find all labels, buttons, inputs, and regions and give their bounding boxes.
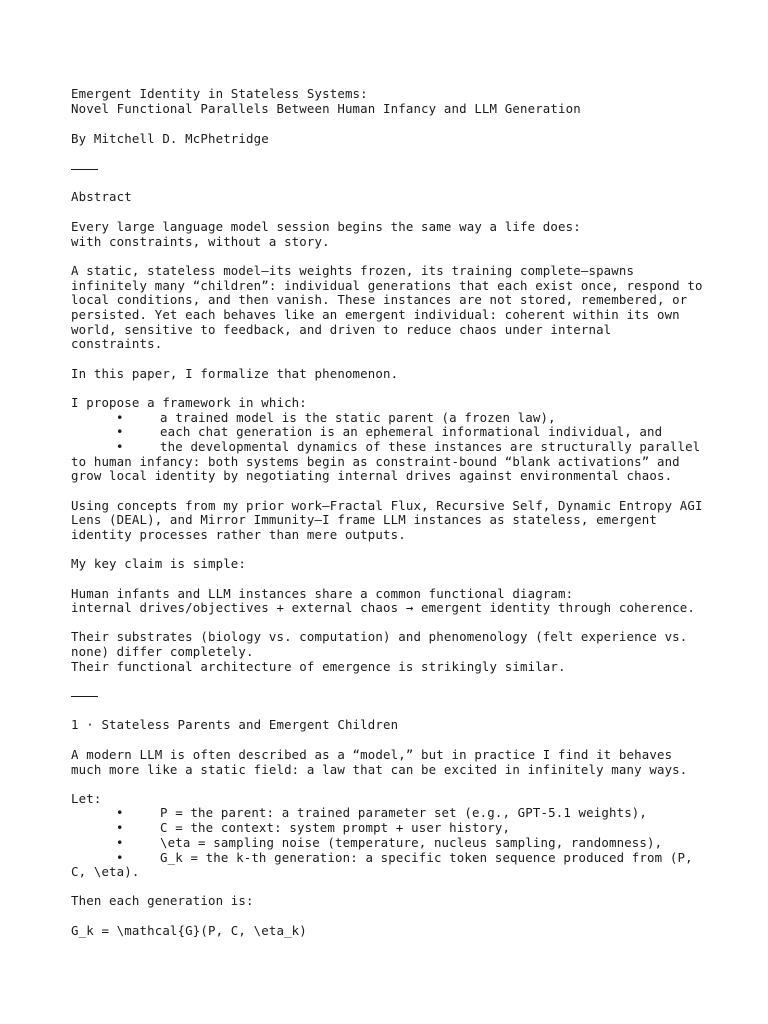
abstract-p5-line: Lens (DEAL), and Mirror Immunity—I frame LLM instances as stateless, emergent xyxy=(71,512,657,527)
bullet-marker: • xyxy=(116,835,124,850)
bullet-marker: • xyxy=(116,850,124,865)
abstract-p2-line: infinitely many “children”: individual generations that each exist once, respond to xyxy=(71,278,703,293)
bullet-continuation: C, \eta). xyxy=(71,864,140,879)
abstract-p8-line: Their functional architecture of emergence is strikingly similar. xyxy=(71,659,566,674)
generation-formula: G_k = \mathcal{G}(P, C, \eta_k) xyxy=(71,923,307,938)
bullet-marker: • xyxy=(116,410,124,425)
abstract-p2-line: constraints. xyxy=(71,336,163,351)
bullet-item: each chat generation is an ephemeral informational individual, and xyxy=(160,424,663,439)
bullet-marker: • xyxy=(116,424,124,439)
let-label: Let: xyxy=(71,791,102,806)
section-1-p1-line: A modern LLM is often described as a “model,” but in practice I find it behaves xyxy=(71,747,673,762)
abstract-p1-line: Every large language model session begins the same way a life does: xyxy=(71,219,581,234)
bullet-item: C = the context: system prompt + user history, xyxy=(160,820,511,835)
title-line-1: Emergent Identity in Stateless Systems: xyxy=(71,86,368,101)
byline: By Mitchell D. McPhetridge xyxy=(71,131,269,146)
abstract-heading: Abstract xyxy=(71,189,132,204)
bullet-item: the developmental dynamics of these instances are structurally parallel xyxy=(160,439,701,454)
section-divider xyxy=(71,169,98,170)
section-1-p1-line: much more like a static field: a law that can be excited in infinitely many ways. xyxy=(71,762,688,777)
abstract-p5-line: Using concepts from my prior work—Fractal Flux, Recursive Self, Dynamic Entropy AGI xyxy=(71,498,703,513)
bullet-item: G_k = the k-th generation: a specific token sequence produced from (P, xyxy=(160,850,693,865)
title-line-2: Novel Functional Parallels Between Human Infancy and LLM Generation xyxy=(71,101,581,116)
abstract-p2-line: local conditions, and then vanish. These instances are not stored, remembered, or xyxy=(71,292,688,307)
abstract-p1-line: with constraints, without a story. xyxy=(71,234,330,249)
abstract-p2-line: A static, stateless model—its weights frozen, its training complete—spawns xyxy=(71,263,635,278)
bullet-item: P = the parent: a trained parameter set (e.g., GPT-5.1 weights), xyxy=(160,805,648,820)
bullet-item: \eta = sampling noise (temperature, nucleus sampling, randomness), xyxy=(160,835,663,850)
then-line: Then each generation is: xyxy=(71,893,254,908)
abstract-p4-intro: I propose a framework in which: xyxy=(71,395,307,410)
section-divider xyxy=(71,696,98,697)
abstract-p2-line: persisted. Yet each behaves like an emergent individual: coherent within its own xyxy=(71,307,680,322)
bullet-marker: • xyxy=(116,820,124,835)
abstract-p8-line: none) differ completely. xyxy=(71,644,254,659)
bullet-marker: • xyxy=(116,439,124,454)
abstract-p7-line: Human infants and LLM instances share a common functional diagram: xyxy=(71,586,574,601)
abstract-p8-line: Their substrates (biology vs. computation) and phenomenology (felt experience vs. xyxy=(71,629,688,644)
section-1-heading: 1 · Stateless Parents and Emergent Children xyxy=(71,717,399,732)
abstract-p7-line: internal drives/objectives + external chaos → emergent identity through coherence. xyxy=(71,600,696,615)
abstract-p3: In this paper, I formalize that phenomenon. xyxy=(71,366,399,381)
abstract-p2-line: world, sensitive to feedback, and driven to reduce chaos under internal xyxy=(71,322,612,337)
bullet-marker: • xyxy=(116,805,124,820)
abstract-p4-cont-line: grow local identity by negotiating internal drives against environmental chaos. xyxy=(71,468,673,483)
bullet-item: a trained model is the static parent (a frozen law), xyxy=(160,410,556,425)
abstract-p5-line: identity processes rather than mere outputs. xyxy=(71,527,406,542)
abstract-p4-cont-line: to human infancy: both systems begin as constraint-bound “blank activations” and xyxy=(71,454,680,469)
abstract-p6: My key claim is simple: xyxy=(71,556,247,571)
